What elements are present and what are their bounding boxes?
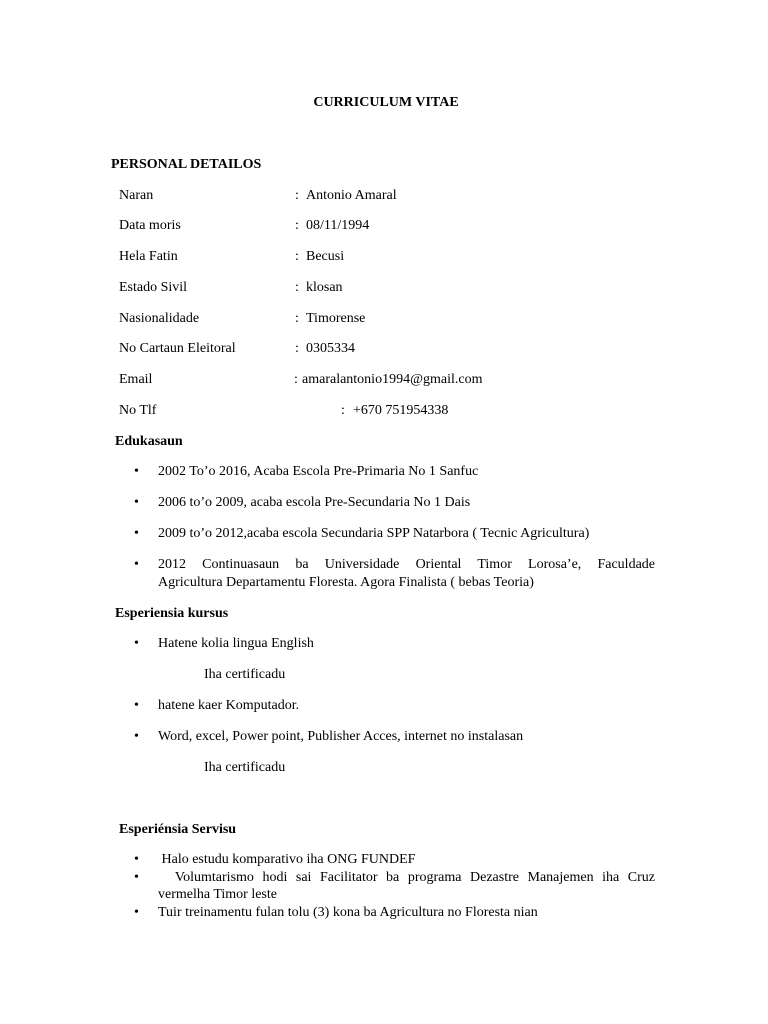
education-item: 2006 to’o 2009, acaba escola Pre-Secundaria No 1 Dais xyxy=(158,495,471,510)
personal-value: Becusi xyxy=(306,249,345,264)
bullet: • xyxy=(134,698,139,713)
colon: : xyxy=(295,280,299,295)
education-item: 2009 to’o 2012,acaba escola Secundaria SPP Natarbora ( Tecnic Agricultura) xyxy=(158,526,590,541)
personal-value: 08/11/1994 xyxy=(306,218,370,233)
bullet: • xyxy=(134,636,139,651)
course-item: Hatene kolia lingua English xyxy=(158,636,314,651)
education-heading: Edukasaun xyxy=(115,434,183,449)
personal-value: amaralantonio1994@gmail.com xyxy=(302,372,483,387)
education-item: 2002 To’o 2016, Acaba Escola Pre-Primaria No 1 Sanfuc xyxy=(158,464,479,479)
bullet: • xyxy=(134,526,139,541)
colon: : xyxy=(295,341,299,356)
personal-value: klosan xyxy=(306,280,343,295)
personal-value: Timorense xyxy=(306,311,366,326)
colon: : xyxy=(295,218,299,233)
personal-value: 0305334 xyxy=(306,341,355,356)
colon: : xyxy=(294,372,298,387)
course-item: Word, excel, Power point, Publisher Acces, internet no instalasan xyxy=(158,729,524,744)
bullet: • xyxy=(134,495,139,510)
certificate-note: Iha certificadu xyxy=(204,760,286,775)
service-item: Volumtarismo hodi sai Facilitator ba programa Dezastre Manajemen iha Cruz xyxy=(158,870,655,885)
personal-label: Data moris xyxy=(119,218,181,233)
personal-label: No Tlf xyxy=(119,403,157,418)
personal-value: Antonio Amaral xyxy=(306,188,397,203)
education-item: 2012 Continuasaun ba Universidade Oriental Timor Lorosa’e, Faculdade xyxy=(158,557,655,572)
personal-label: Nasionalidade xyxy=(119,311,200,326)
personal-label: Naran xyxy=(119,188,154,203)
bullet: • xyxy=(134,870,139,885)
bullet: • xyxy=(134,905,139,920)
personal-label: Hela Fatin xyxy=(119,249,178,264)
colon: : xyxy=(295,188,299,203)
bullet: • xyxy=(134,464,139,479)
service-heading: Esperiénsia Servisu xyxy=(119,822,237,837)
colon: : xyxy=(295,311,299,326)
personal-label: Estado Sivil xyxy=(119,280,188,295)
colon: : xyxy=(341,403,345,418)
personal-heading: PERSONAL DETAILOS xyxy=(111,157,262,172)
bullet: • xyxy=(134,852,139,867)
service-item-continued: vermelha Timor leste xyxy=(158,887,277,902)
education-item-continued: Agricultura Departamentu Floresta. Agora Finalista ( bebas Teoria) xyxy=(158,575,534,590)
personal-value: +670 751954338 xyxy=(353,403,449,418)
document-title: CURRICULUM VITAE xyxy=(313,95,459,110)
personal-label: No Cartaun Eleitoral xyxy=(119,341,236,356)
colon: : xyxy=(295,249,299,264)
personal-label: Email xyxy=(119,372,153,387)
bullet: • xyxy=(134,729,139,744)
courses-heading: Esperiensia kursus xyxy=(115,606,229,621)
bullet: • xyxy=(134,557,139,572)
service-item: Tuir treinamentu fulan tolu (3) kona ba Agricultura no Floresta nian xyxy=(158,905,538,920)
certificate-note: Iha certificadu xyxy=(204,667,286,682)
service-item: Halo estudu komparativo iha ONG FUNDEF xyxy=(158,852,416,867)
course-item: hatene kaer Komputador. xyxy=(158,698,300,713)
